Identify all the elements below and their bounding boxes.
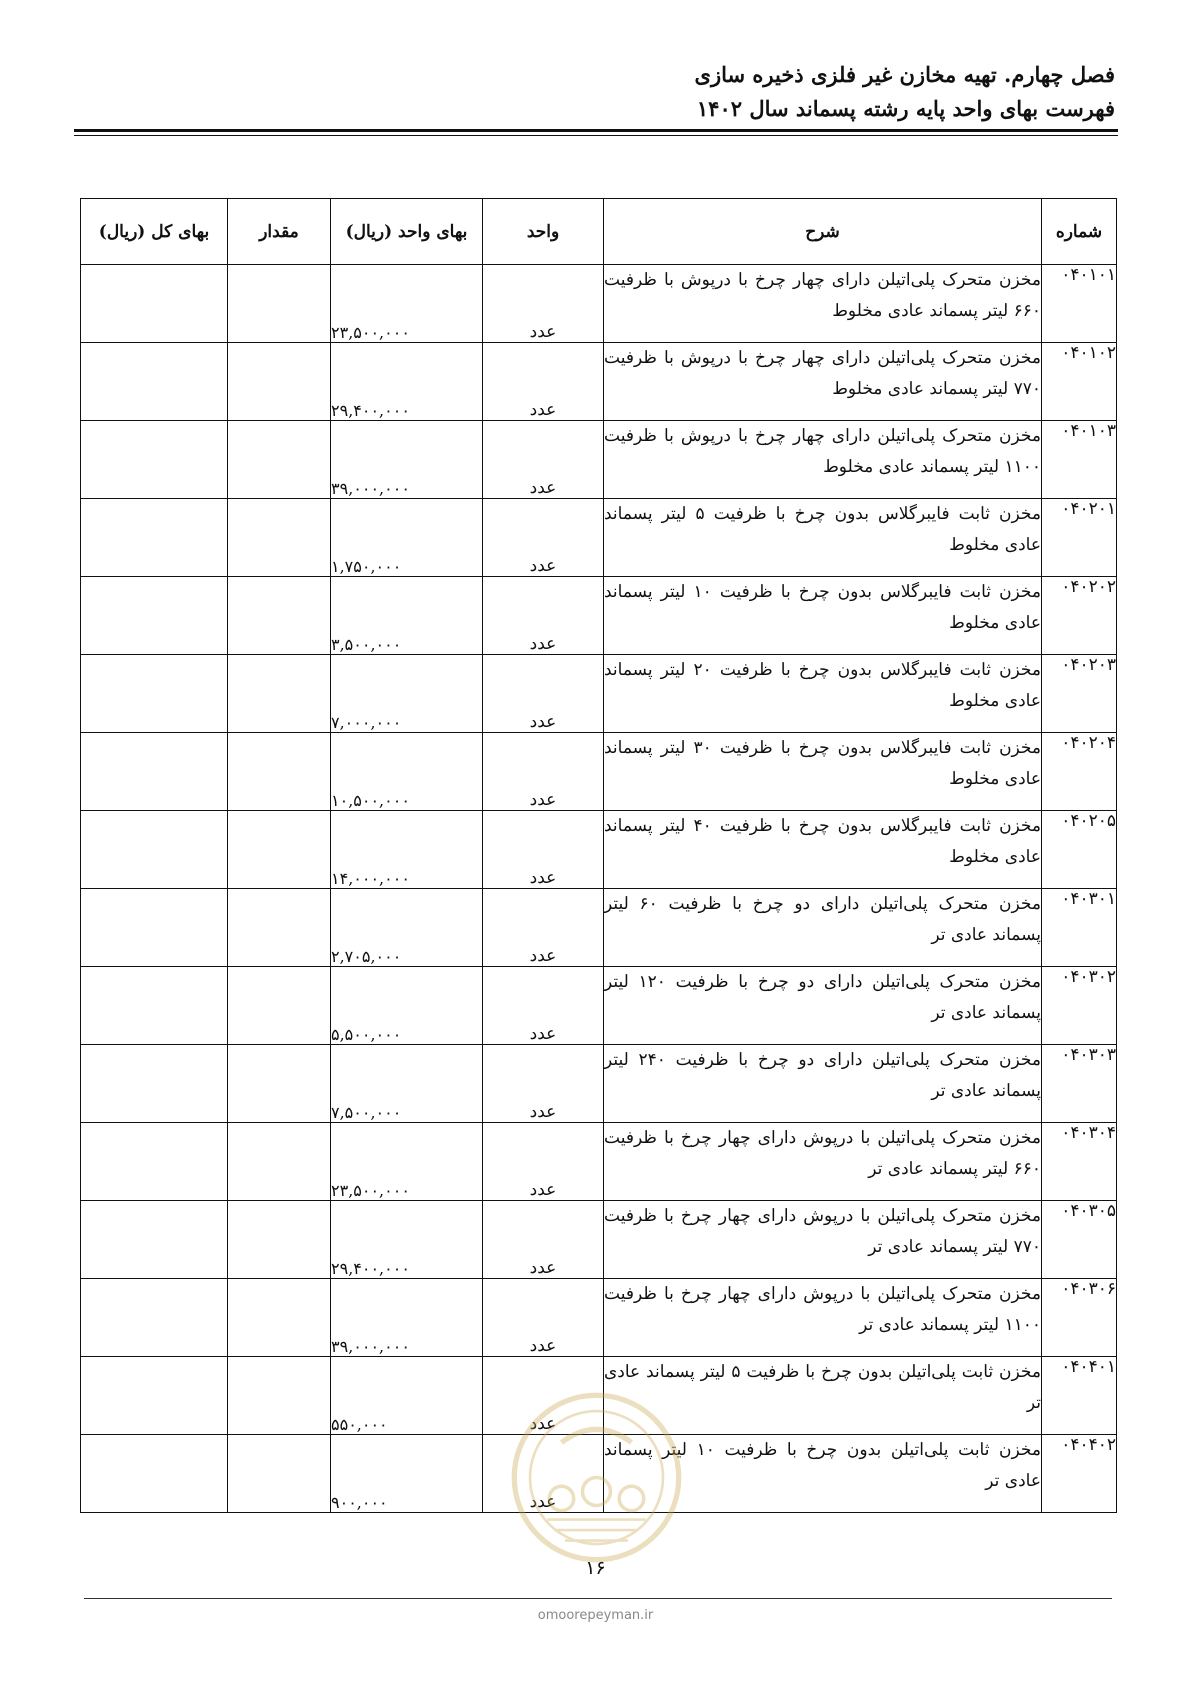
item-quantity	[228, 1435, 331, 1513]
item-description: مخزن متحرک پلی‌اتیلن با درپوش دارای چهار چرخ با ظرفیت ۶۶۰ لیتر پسماند عادی تر	[604, 1123, 1042, 1201]
item-description: مخزن متحرک پلی‌اتیلن دارای چهار چرخ با درپوش با ظرفیت ۱۱۰۰ لیتر پسماند عادی مخلوط	[604, 421, 1042, 499]
item-unit: عدد	[483, 1435, 604, 1513]
chapter-title: فصل چهارم. تهیه مخازن غیر فلزی ذخیره سازی	[694, 62, 1115, 87]
item-unit: عدد	[483, 1279, 604, 1357]
table-row	[81, 967, 1117, 1045]
table-row	[81, 265, 1117, 343]
item-quantity	[228, 1045, 331, 1123]
item-unit-price: ۳,۵۰۰,۰۰۰	[331, 577, 483, 655]
footer-rule	[84, 1598, 1112, 1599]
item-description: مخزن متحرک پلی‌اتیلن دارای دو چرخ با ظرفیت ۲۴۰ لیتر پسماند عادی تر	[604, 1045, 1042, 1123]
item-code: ۰۴۰۳۰۲	[1042, 967, 1117, 1045]
item-unit-price: ۱,۷۵۰,۰۰۰	[331, 499, 483, 577]
page-number: ۱۶	[585, 1557, 606, 1579]
item-code: ۰۴۰۲۰۳	[1042, 655, 1117, 733]
item-total	[81, 1123, 228, 1201]
item-description: مخزن متحرک پلی‌اتیلن دارای دو چرخ با ظرفیت ۱۲۰ لیتر پسماند عادی تر	[604, 967, 1042, 1045]
item-quantity	[228, 967, 331, 1045]
watermark-seal-icon	[509, 1390, 684, 1565]
item-code: ۰۴۰۳۰۳	[1042, 1045, 1117, 1123]
item-code: ۰۴۰۴۰۱	[1042, 1357, 1117, 1435]
item-description: مخزن ثابت پلی‌اتیلن بدون چرخ با ظرفیت ۵ لیتر پسماند عادی تر	[604, 1357, 1042, 1435]
item-total	[81, 733, 228, 811]
item-description: مخزن ثابت فایبرگلاس بدون چرخ با ظرفیت ۳۰ لیتر پسماند عادی مخلوط	[604, 733, 1042, 811]
item-code: ۰۴۰۱۰۲	[1042, 343, 1117, 421]
item-unit-price: ۲۹,۴۰۰,۰۰۰	[331, 1201, 483, 1279]
item-unit: عدد	[483, 655, 604, 733]
header-rule-thick	[74, 129, 1118, 132]
table-row	[81, 499, 1117, 577]
item-unit-price: ۵۵۰,۰۰۰	[331, 1357, 483, 1435]
item-description: مخزن ثابت فایبرگلاس بدون چرخ با ظرفیت ۲۰ لیتر پسماند عادی مخلوط	[604, 655, 1042, 733]
item-quantity	[228, 343, 331, 421]
item-unit-price: ۲۳,۵۰۰,۰۰۰	[331, 265, 483, 343]
item-description: مخزن متحرک پلی‌اتیلن با درپوش دارای چهار چرخ با ظرفیت ۱۱۰۰ لیتر پسماند عادی تر	[604, 1279, 1042, 1357]
item-total	[81, 1201, 228, 1279]
col-header-qty: مقدار	[228, 199, 331, 265]
item-description: مخزن ثابت فایبرگلاس بدون چرخ با ظرفیت ۱۰ لیتر پسماند عادی مخلوط	[604, 577, 1042, 655]
table-row	[81, 1279, 1117, 1357]
item-unit: عدد	[483, 343, 604, 421]
item-code: ۰۴۰۲۰۱	[1042, 499, 1117, 577]
item-total	[81, 1279, 228, 1357]
item-total	[81, 967, 228, 1045]
item-description: مخزن ثابت پلی‌اتیلن بدون چرخ با ظرفیت ۱۰ لیتر پسماند عادی تر	[604, 1435, 1042, 1513]
item-unit: عدد	[483, 1201, 604, 1279]
item-unit: عدد	[483, 811, 604, 889]
col-header-total: بهای کل (ریال)	[81, 199, 228, 265]
table-row	[81, 1045, 1117, 1123]
item-quantity	[228, 499, 331, 577]
item-code: ۰۴۰۳۰۵	[1042, 1201, 1117, 1279]
item-unit: عدد	[483, 1123, 604, 1201]
item-unit: عدد	[483, 421, 604, 499]
item-code: ۰۴۰۲۰۴	[1042, 733, 1117, 811]
item-code: ۰۴۰۱۰۱	[1042, 265, 1117, 343]
item-unit: عدد	[483, 1045, 604, 1123]
item-quantity	[228, 1279, 331, 1357]
item-quantity	[228, 421, 331, 499]
table-header-row	[81, 199, 1117, 265]
item-quantity	[228, 811, 331, 889]
item-description: مخزن متحرک پلی‌اتیلن با درپوش دارای چهار چرخ با ظرفیت ۷۷۰ لیتر پسماند عادی تر	[604, 1201, 1042, 1279]
item-description: مخزن متحرک پلی‌اتیلن دارای چهار چرخ با درپوش با ظرفیت ۷۷۰ لیتر پسماند عادی مخلوط	[604, 343, 1042, 421]
table-row	[81, 733, 1117, 811]
item-total	[81, 343, 228, 421]
item-unit: عدد	[483, 499, 604, 577]
item-quantity	[228, 577, 331, 655]
item-total	[81, 499, 228, 577]
table-row	[81, 421, 1117, 499]
item-unit-price: ۳۹,۰۰۰,۰۰۰	[331, 421, 483, 499]
item-code: ۰۴۰۲۰۲	[1042, 577, 1117, 655]
item-code: ۰۴۰۱۰۳	[1042, 421, 1117, 499]
item-unit-price: ۵,۵۰۰,۰۰۰	[331, 967, 483, 1045]
item-quantity	[228, 1201, 331, 1279]
item-total	[81, 889, 228, 967]
item-description: مخزن متحرک پلی‌اتیلن دارای چهار چرخ با درپوش با ظرفیت ۶۶۰ لیتر پسماند عادی مخلوط	[604, 265, 1042, 343]
item-quantity	[228, 1357, 331, 1435]
item-description: مخزن ثابت فایبرگلاس بدون چرخ با ظرفیت ۴۰ لیتر پسماند عادی مخلوط	[604, 811, 1042, 889]
document-title: فهرست بهای واحد پایه رشته پسماند سال ۱۴۰۲	[696, 96, 1115, 121]
item-total	[81, 421, 228, 499]
item-description: مخزن متحرک پلی‌اتیلن دارای دو چرخ با ظرفیت ۶۰ لیتر پسماند عادی تر	[604, 889, 1042, 967]
item-description: مخزن ثابت فایبرگلاس بدون چرخ با ظرفیت ۵ لیتر پسماند عادی مخلوط	[604, 499, 1042, 577]
item-unit-price: ۲۳,۵۰۰,۰۰۰	[331, 1123, 483, 1201]
table-row	[81, 889, 1117, 967]
table-row	[81, 655, 1117, 733]
item-unit-price: ۹۰۰,۰۰۰	[331, 1435, 483, 1513]
table-row	[81, 811, 1117, 889]
item-unit: عدد	[483, 889, 604, 967]
item-total	[81, 1435, 228, 1513]
header-rule-thin	[74, 135, 1118, 136]
item-quantity	[228, 265, 331, 343]
col-header-desc: شرح	[604, 199, 1042, 265]
item-total	[81, 811, 228, 889]
price-table	[80, 198, 1117, 1513]
table-row	[81, 343, 1117, 421]
item-quantity	[228, 733, 331, 811]
col-header-code: شماره	[1042, 199, 1117, 265]
col-header-unit-price: بهای واحد (ریال)	[331, 199, 483, 265]
item-code: ۰۴۰۳۰۶	[1042, 1279, 1117, 1357]
item-unit: عدد	[483, 577, 604, 655]
item-unit-price: ۱۰,۵۰۰,۰۰۰	[331, 733, 483, 811]
item-unit-price: ۷,۵۰۰,۰۰۰	[331, 1045, 483, 1123]
item-unit: عدد	[483, 733, 604, 811]
item-code: ۰۴۰۴۰۲	[1042, 1435, 1117, 1513]
item-unit-price: ۲۹,۴۰۰,۰۰۰	[331, 343, 483, 421]
item-unit-price: ۱۴,۰۰۰,۰۰۰	[331, 811, 483, 889]
col-header-unit: واحد	[483, 199, 604, 265]
item-total	[81, 1045, 228, 1123]
item-total	[81, 655, 228, 733]
table-row	[81, 1123, 1117, 1201]
item-code: ۰۴۰۲۰۵	[1042, 811, 1117, 889]
item-quantity	[228, 1123, 331, 1201]
item-unit: عدد	[483, 1357, 604, 1435]
item-total	[81, 265, 228, 343]
item-quantity	[228, 889, 331, 967]
table-row	[81, 1201, 1117, 1279]
item-unit-price: ۲,۷۰۵,۰۰۰	[331, 889, 483, 967]
table-row	[81, 577, 1117, 655]
item-code: ۰۴۰۳۰۱	[1042, 889, 1117, 967]
item-total	[81, 1357, 228, 1435]
item-unit: عدد	[483, 265, 604, 343]
item-total	[81, 577, 228, 655]
item-code: ۰۴۰۳۰۴	[1042, 1123, 1117, 1201]
item-quantity	[228, 655, 331, 733]
item-unit: عدد	[483, 967, 604, 1045]
item-unit-price: ۷,۰۰۰,۰۰۰	[331, 655, 483, 733]
item-unit-price: ۳۹,۰۰۰,۰۰۰	[331, 1279, 483, 1357]
watermark-site: omoorepeyman.ir	[537, 1608, 654, 1623]
